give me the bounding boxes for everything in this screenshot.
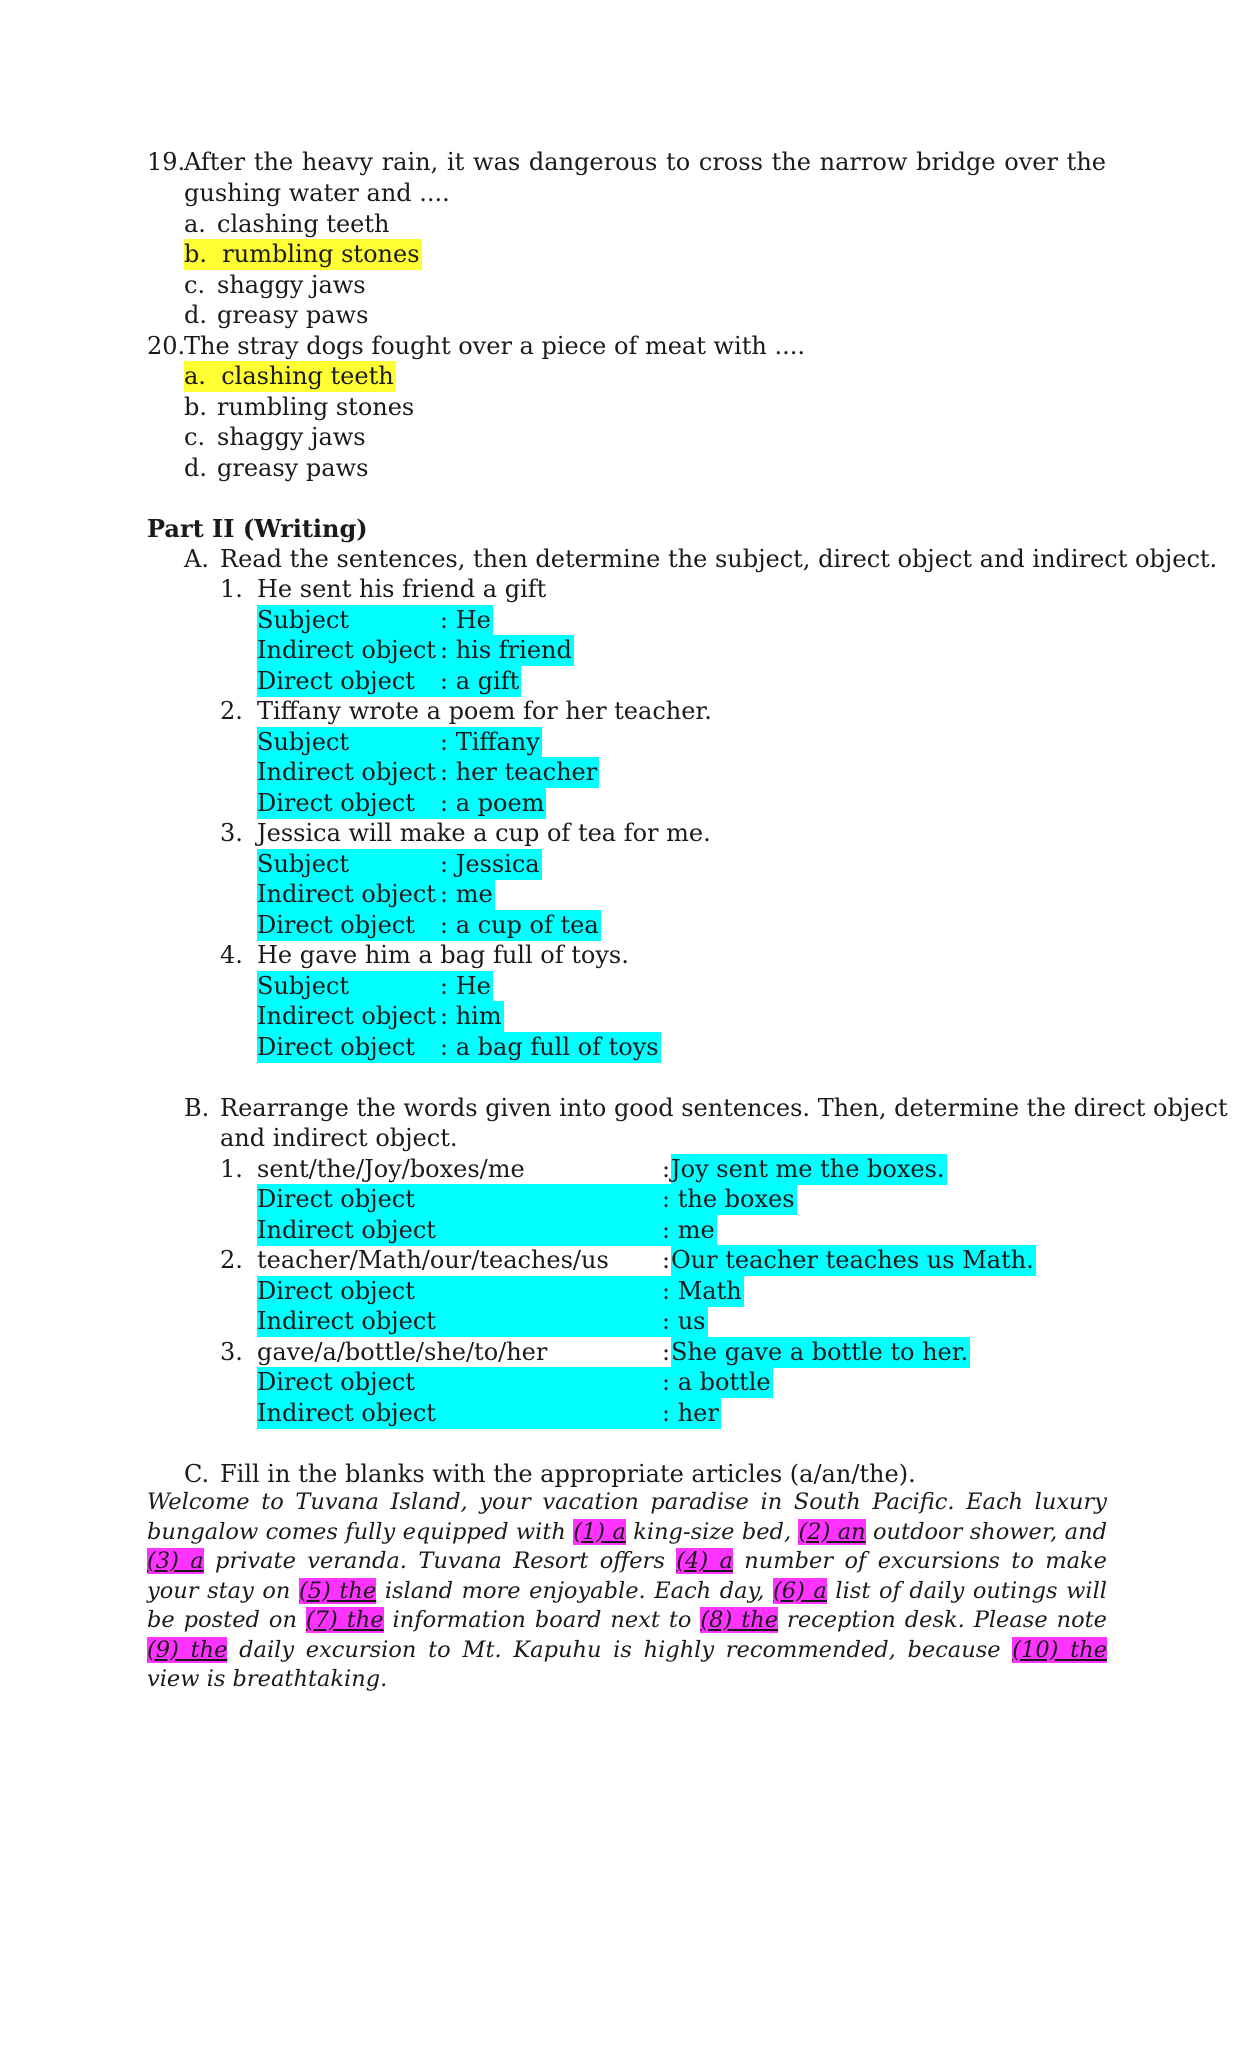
q20-option-a-highlight [184,361,396,392]
a3-subject-value: : Jessica [440,850,540,878]
q19-option-b: rumbling stones [222,240,420,268]
cloze-text-segment: daily excursion to Mt. Kapuhu is highly recommended, because [227,1636,1013,1663]
a4-subject-value: : He [440,972,491,1000]
q20-option-d: greasy paws [217,454,369,482]
cloze-text-segment: Welcome to Tuvana Island, your vacation paradise in South Pacific. Each luxury bungalow comes fully equipped with [147,1489,1107,1545]
b2-indirect-value: : us [662,1307,706,1335]
b2-indirect-label: Indirect object [257,1306,662,1337]
a2-direct-value: : a poem [440,789,545,817]
b2-direct-label: Direct object [257,1276,662,1307]
a4-sentence: He gave him a bag full of toys. [257,941,629,969]
cloze-answer-8: (8) the [700,1607,779,1633]
b2-words: teacher/Math/our/teaches/us [257,1246,609,1274]
cloze-text-segment: reception desk. Please note [778,1607,1107,1633]
b1-direct-label: Direct object [257,1184,662,1215]
q20-option-a: clashing teeth [221,362,394,390]
b3-words: gave/a/bottle/she/to/her [257,1338,548,1366]
cloze-answer-1: (1) a [573,1518,626,1545]
cloze-answer-2: (2) an [798,1518,866,1545]
cloze-answer-3: (3) a [147,1548,204,1574]
a2-direct-label: Direct object [257,788,440,819]
q20-option-b: rumbling stones [217,393,415,421]
cloze-text-segment: number of excursions to make your stay on [147,1548,1107,1604]
q20-option-a-letter: a. [184,362,206,390]
a3-indirect-label: Indirect object [257,879,440,910]
cloze-answer-7: (7) the [305,1607,384,1633]
q19-option-c: shaggy jaws [217,271,366,299]
a2-indirect-value: : her teacher [440,758,598,786]
b3-colon: : [662,1338,671,1366]
b1-indirect-value: : me [662,1216,715,1244]
a1-indirect-label: Indirect object [257,635,440,666]
section-b-letter: B. [184,1094,210,1122]
b3-direct-value: : a bottle [662,1368,771,1396]
q19-option-b-letter: b. [184,240,207,268]
cloze-answer-4: (4) a [676,1548,733,1574]
q19-option-a-letter: a. [184,210,206,238]
a1-sentence: He sent his friend a gift [257,575,547,603]
a4-subject-label: Subject [257,971,440,1002]
a1-subject-label: Subject [257,605,440,636]
b1-words: sent/the/Joy/boxes/me [257,1155,525,1183]
a3-number: 3. [220,819,243,847]
part2-title: Part II (Writing) [147,514,368,543]
a3-sentence: Jessica will make a cup of tea for me. [257,819,711,847]
a3-direct-label: Direct object [257,910,440,941]
cloze-answer-5: (5) the [298,1577,377,1604]
q19-option-a: clashing teeth [217,210,390,238]
cloze-text-segment: island more enjoyable. Each day, [376,1577,773,1604]
a4-indirect-label: Indirect object [257,1001,440,1032]
a2-subject-value: : Tiffany [440,728,540,756]
a4-indirect-value: : him [440,1002,502,1030]
b3-indirect-label: Indirect object [257,1398,662,1429]
b2-number: 2. [220,1246,243,1274]
cloze-text-segment: king-size bed, [625,1518,799,1545]
q20-text: The stray dogs fought over a piece of meat with .... [184,332,805,360]
cloze-answer-9: (9) the [147,1636,228,1663]
b1-sentence: Joy sent me the boxes. [671,1155,945,1183]
section-c-instruction: Fill in the blanks with the appropriate articles (a/an/the). [220,1460,916,1488]
q19-option-c-letter: c. [184,271,206,299]
section-a-instruction: Read the sentences, then determine the subject, direct object and indirect object. [220,545,1218,573]
q19-option-b-highlight [184,239,422,270]
b2-direct-value: : Math [662,1277,742,1305]
cloze-text-segment: view is breathtaking. [147,1666,388,1692]
a1-subject-value: : He [440,606,491,634]
q19-option-d: greasy paws [217,301,369,329]
b2-sentence: Our teacher teaches us Math. [671,1246,1034,1274]
q20-option-d-letter: d. [184,454,207,482]
cloze-text-segment: information board next to [383,1607,701,1633]
cloze-answer-6: (6) a [772,1577,827,1604]
section-a-letter: A. [184,545,209,573]
a1-direct-label: Direct object [257,666,440,697]
b1-colon: : [662,1155,671,1183]
q20-option-c: shaggy jaws [217,423,366,451]
a3-indirect-value: : me [440,880,493,908]
cloze-text-segment: outdoor shower, and [865,1518,1107,1545]
a1-direct-value: : a gift [440,667,520,695]
b3-direct-label: Direct object [257,1367,662,1398]
q19-number: 19. [147,148,186,176]
b1-indirect-label: Indirect object [257,1215,662,1246]
cloze-text-segment: private veranda. Tuvana Resort offers [203,1548,677,1574]
a2-indirect-label: Indirect object [257,757,440,788]
a2-number: 2. [220,697,243,725]
a2-subject-label: Subject [257,727,440,758]
b2-colon: : [662,1246,671,1274]
cloze-answer-10: (10) the [1012,1636,1108,1663]
b3-sentence: She gave a bottle to her. [671,1338,969,1366]
section-c-letter: C. [184,1460,210,1488]
a4-direct-label: Direct object [257,1032,440,1063]
q20-number: 20. [147,332,186,360]
a4-number: 4. [220,941,243,969]
a1-number: 1. [220,575,243,603]
a1-indirect-value: : his friend [440,636,572,664]
b1-number: 1. [220,1155,243,1183]
section-b-instruction-1: Rearrange the words given into good sentences. Then, determine the direct object [220,1094,1228,1122]
section-b-instruction-2: and indirect object. [220,1124,458,1152]
a2-sentence: Tiffany wrote a poem for her teacher. [257,697,712,725]
a4-direct-value: : a bag full of toys [440,1033,659,1061]
b1-direct-value: : the boxes [662,1185,795,1213]
a3-subject-label: Subject [257,849,440,880]
q20-option-c-letter: c. [184,423,206,451]
q19-text: After the heavy rain, it was dangerous to cross the narrow bridge over the gushing water and .... [184,148,1106,207]
q19-option-d-letter: d. [184,301,207,329]
b3-number: 3. [220,1338,243,1366]
cloze-text-segment: list of daily outings will be posted on [147,1577,1107,1633]
b3-indirect-value: : her [662,1399,719,1427]
a3-direct-value: : a cup of tea [440,911,599,939]
q20-option-b-letter: b. [184,393,207,421]
cloze-paragraph [147,1488,1107,1695]
